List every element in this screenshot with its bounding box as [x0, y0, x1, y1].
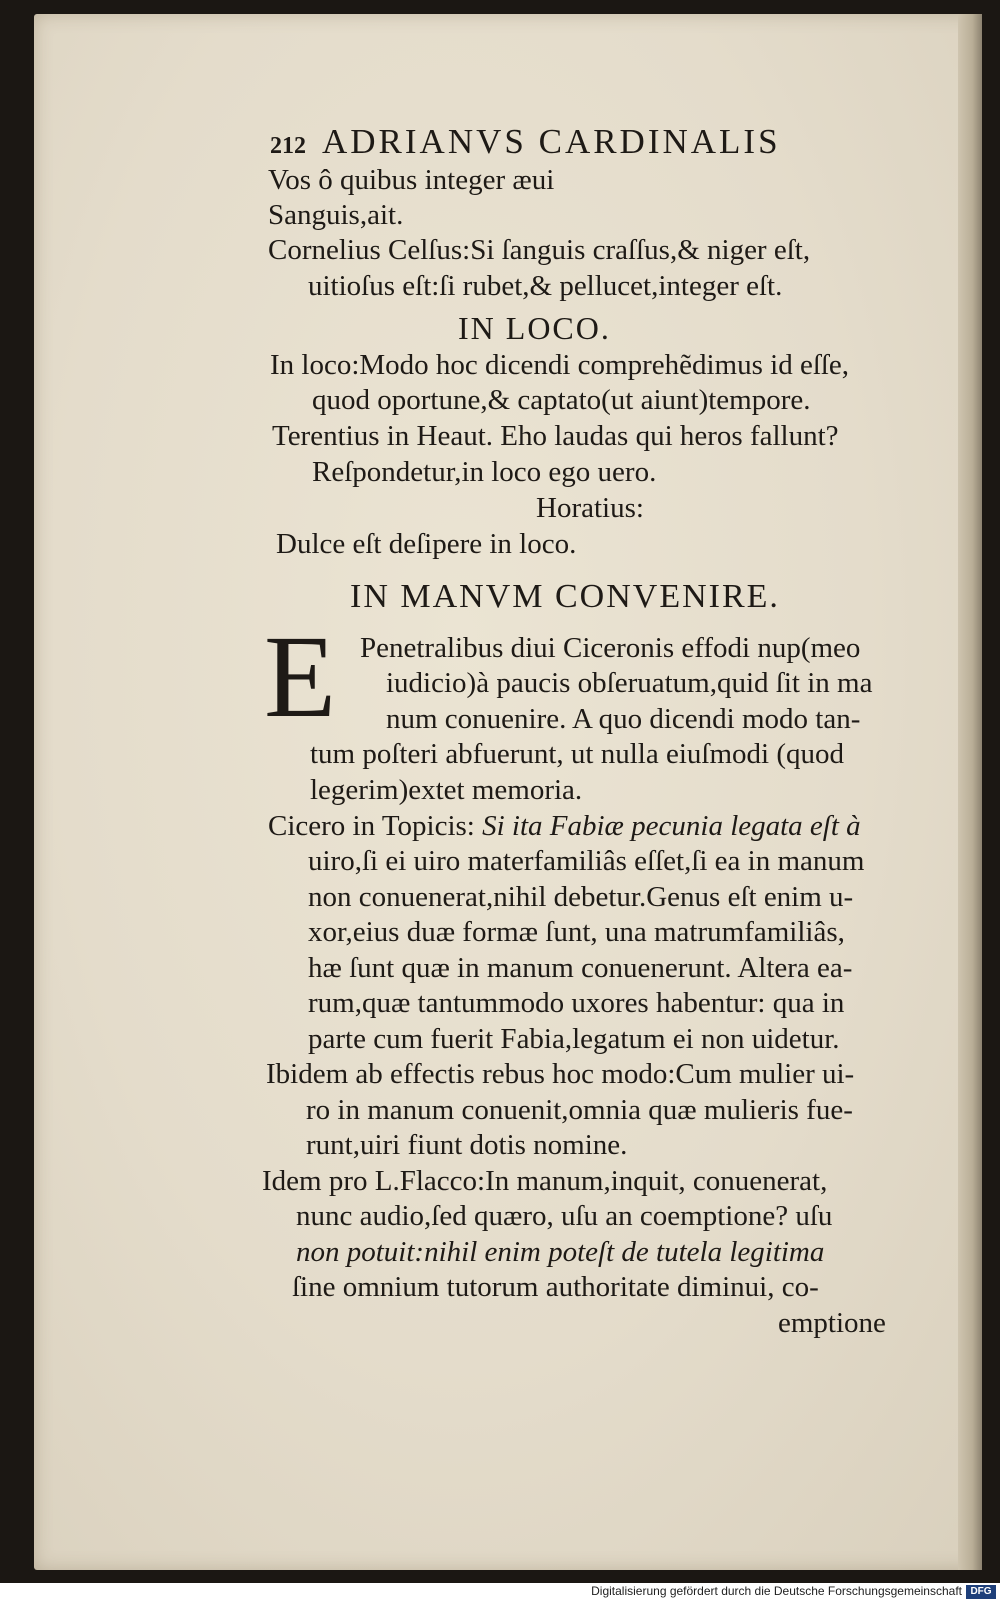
text-line: Cornelius Celſus:Si ſanguis craſſus,& niger eſt, [268, 234, 811, 266]
page-number: 212 [270, 133, 306, 159]
text-line: Terentius in Heaut. Eho laudas qui heros fallunt? [272, 420, 839, 452]
dfg-logo: DFG [966, 1585, 996, 1599]
text-line: legerim)extet memoria. [310, 774, 583, 806]
text-line: Vos ô quibus integer æui [268, 164, 555, 196]
footer-credit: Digitalisierung gefördert durch die Deutsche Forschungsgemeinschaft [591, 1584, 962, 1598]
section-heading-in-manum-convenire: IN MANVM CONVENIRE. [350, 578, 780, 615]
text-line: Dulce eſt deſipere in loco. [276, 528, 577, 560]
text-line: Idem pro L.Flacco:In manum,inquit, conuenerat, [262, 1165, 828, 1197]
citation-text: Si ita Fabiæ pecunia legata eſt à [482, 810, 861, 842]
text-line: In loco:Modo hoc dicendi comprehẽdimus id eſſe, [270, 349, 850, 381]
text-line: xor,eius duæ formæ ſunt, una matrumfamiliâs, [308, 916, 845, 948]
text-line: Sanguis,ait. [268, 199, 404, 231]
text-line: runt,uiri fiunt dotis nomine. [306, 1129, 628, 1161]
text-line: iudicio)à paucis obſeruatum,quid ſit in ma [386, 667, 873, 699]
text-line: ſine omnium tutorum authoritate diminui, co- [292, 1271, 819, 1303]
text-line [268, 808, 861, 844]
section-heading-in-loco: IN LOCO. [458, 310, 611, 346]
text-line: Reſpondetur,in loco ego uero. [312, 456, 657, 488]
text-line: tum poſteri abfuerunt, ut nulla eiuſmodi (quod [310, 738, 844, 770]
text-line: non conuenerat,nihil debetur.Genus eſt enim u- [308, 881, 854, 913]
drop-cap-initial: E [264, 611, 337, 742]
page-fold-edge [958, 14, 982, 1570]
catchword: emptione [778, 1307, 886, 1339]
text-line: quod oportune,& captato(ut aiunt)tempore. [312, 384, 811, 416]
text-line: rum,quæ tantummodo uxores habentur: qua in [308, 987, 845, 1019]
running-head [270, 122, 781, 162]
text-line: uitioſus eſt:ſi rubet,& pellucet,integer eſt. [308, 270, 783, 302]
text-line: hæ ſunt quæ in manum conuenerunt. Altera ea- [308, 952, 853, 984]
text-line: non potuit:nihil enim poteſt de tutela legitima [296, 1236, 825, 1268]
text-line: num conuenire. A quo dicendi modo tan- [386, 703, 861, 735]
text-line: Horatius: [536, 492, 644, 524]
text-line: ro in manum conuenit,omnia quæ mulieris fue- [306, 1094, 853, 1126]
text-line: parte cum fuerit Fabia,legatum ei non uidetur. [308, 1023, 840, 1055]
running-title: ADRIANVS CARDINALIS [322, 122, 781, 161]
text-line: Ibidem ab effectis rebus hoc modo:Cum mulier ui- [266, 1058, 855, 1090]
text-line: uiro,ſi ei uiro materfamiliâs eſſet,ſi ea in manum [308, 845, 865, 877]
text-line: nunc audio,ſed quæro, uſu an coemptione? uſu [296, 1200, 833, 1232]
citation-source: Cicero in Topicis: [268, 810, 475, 842]
text-line: Penetralibus diui Ciceronis effodi nup(meo [360, 632, 861, 664]
